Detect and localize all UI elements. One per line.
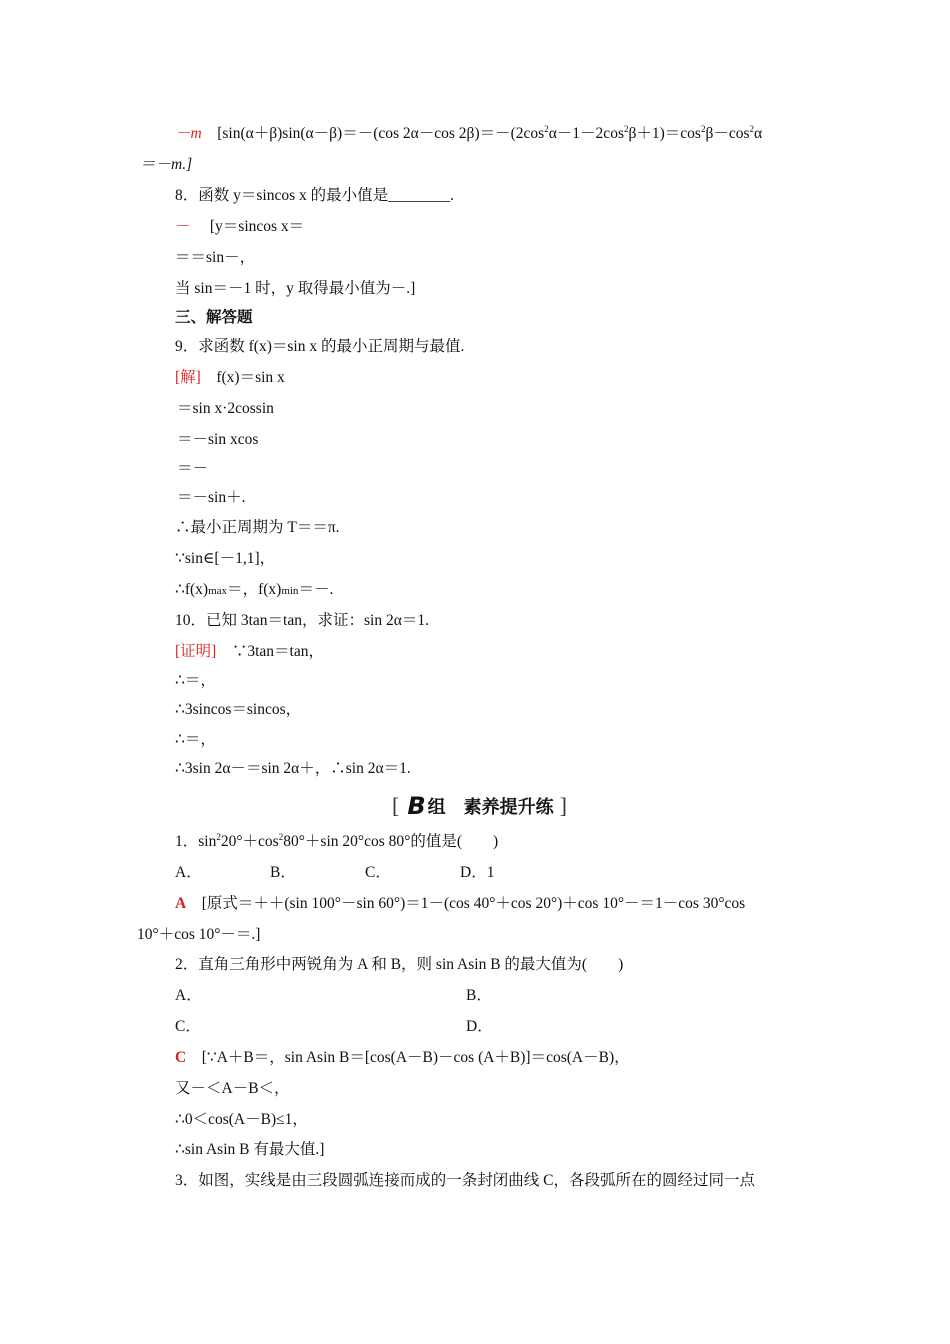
b1-question: 1．$\sin^220^\circ+\cos^280^\circ+\sin$ 20°cos 80°的值是( ) bbox=[175, 832, 499, 850]
b2-option-c: C． bbox=[175, 1018, 201, 1035]
q9-solution-tag: [解] bbox=[175, 369, 201, 386]
b3-question: 3．如图，实线是由三段圆弧连接而成的一条封闭曲线 C，各段弧所在的圆经过同一点 bbox=[175, 1172, 755, 1189]
b1-option-d: D．1 bbox=[460, 864, 495, 881]
q9-solution-line-4: ＝－ bbox=[177, 460, 209, 477]
b2-solution-line-3: ∴0＜cos(A－B)≤1， bbox=[175, 1111, 308, 1128]
b2-solution-line-1: C [∵A＋B＝，sin Asin B＝[cos(A－B)－cos (A＋B)]＝cos(A－B)， bbox=[175, 1049, 630, 1066]
b1-option-a: A． bbox=[175, 864, 202, 881]
q8-solution-line-3: 当 sin＝－1 时，y 取得最小值为－.] bbox=[175, 280, 416, 297]
b1-answer: A bbox=[175, 895, 187, 912]
q10-solution-tag: [证明] bbox=[175, 643, 217, 660]
b2-option-a: A． bbox=[175, 987, 202, 1004]
b1-solution-line-1: A [原式＝＋＋(sin 100°－sin 60°)＝1－(cos 40°＋cos 20°)＋cos 10°－＝1－cos 30°cos bbox=[175, 895, 746, 912]
q9-solution-line-6: ∴最小正周期为 T＝＝π. bbox=[175, 519, 340, 536]
b2-solution-line-2: 又－＜A－B＜， bbox=[175, 1080, 290, 1097]
q7-solution-line-1: －m [sin(α＋β)sin(α－β)＝－(cos 2α－cos $2\beta)=-(2\cos^2\alpha-1-2\cos^2\beta+1)=\cos^2\beta-\cos^2\alpha$ bbox=[175, 124, 763, 142]
b2-solution-line-4: ∴sin Asin B 有最大值.] bbox=[175, 1141, 325, 1158]
q8-solution-line-2: ＝＝sin－， bbox=[175, 249, 256, 266]
b1-solution-line-2: 10°＋cos 10°－＝.] bbox=[137, 926, 261, 943]
q9-solution-line-2: ＝sin x·2cossin bbox=[177, 400, 274, 417]
b2-option-d: D． bbox=[466, 1018, 493, 1035]
group-b-letter: B bbox=[407, 792, 426, 820]
q10-solution-line-2: ∴＝， bbox=[175, 672, 216, 689]
q8-question: 8．函数 y＝sincos x 的最小值是________. bbox=[175, 187, 455, 204]
q9-solution-line-7: ∵sin∈[－1,1]， bbox=[175, 550, 276, 567]
b2-answer: C bbox=[175, 1049, 187, 1066]
q9-solution-line-3: ＝－sin xcos bbox=[177, 431, 259, 448]
b2-option-b: B． bbox=[466, 987, 492, 1004]
q10-solution-line-3: ∴3sincos＝sincos， bbox=[175, 701, 302, 718]
q9-solution-line-8: ∴f(x)max＝，f(x)min＝－. bbox=[175, 581, 334, 598]
q7-solution-line-2: ＝－m.] bbox=[140, 156, 193, 173]
b1-option-b: B． bbox=[270, 864, 296, 881]
q10-solution-line-1: [证明] ∵3tan＝tan， bbox=[175, 643, 324, 660]
q9-solution-line-1: [解] f(x)＝sin x bbox=[175, 369, 285, 386]
q7-answer: －m bbox=[175, 125, 202, 142]
q8-answer: － bbox=[175, 218, 191, 235]
q9-solution-line-5: ＝－sin＋. bbox=[177, 489, 246, 506]
q7-solution-text: [sin(α＋β)sin(α－β)＝－(cos 2α－cos 2β)＝－(2cos bbox=[217, 125, 545, 142]
group-b-header: [ B 组 素养提升练 ] bbox=[392, 792, 567, 820]
q10-solution-line-5: ∴3sin 2α－＝sin 2α＋，∴sin 2α＝1. bbox=[175, 760, 411, 777]
section-heading: 三、解答题 bbox=[175, 309, 253, 326]
group-b-title: 组 素养提升练 bbox=[427, 797, 554, 818]
q10-solution-line-4: ∴＝， bbox=[175, 731, 216, 748]
b1-option-c: C． bbox=[365, 864, 391, 881]
q8-solution-line-1: － [y＝sincos x＝ bbox=[175, 218, 305, 235]
q9-question: 9．求函数 f(x)＝sin x 的最小正周期与最值. bbox=[175, 338, 465, 355]
q10-question: 10．已知 3tan＝tan，求证：sin 2α＝1. bbox=[175, 612, 429, 629]
b2-question: 2．直角三角形中两锐角为 A 和 B，则 sin Asin B 的最大值为( ) bbox=[175, 956, 624, 973]
